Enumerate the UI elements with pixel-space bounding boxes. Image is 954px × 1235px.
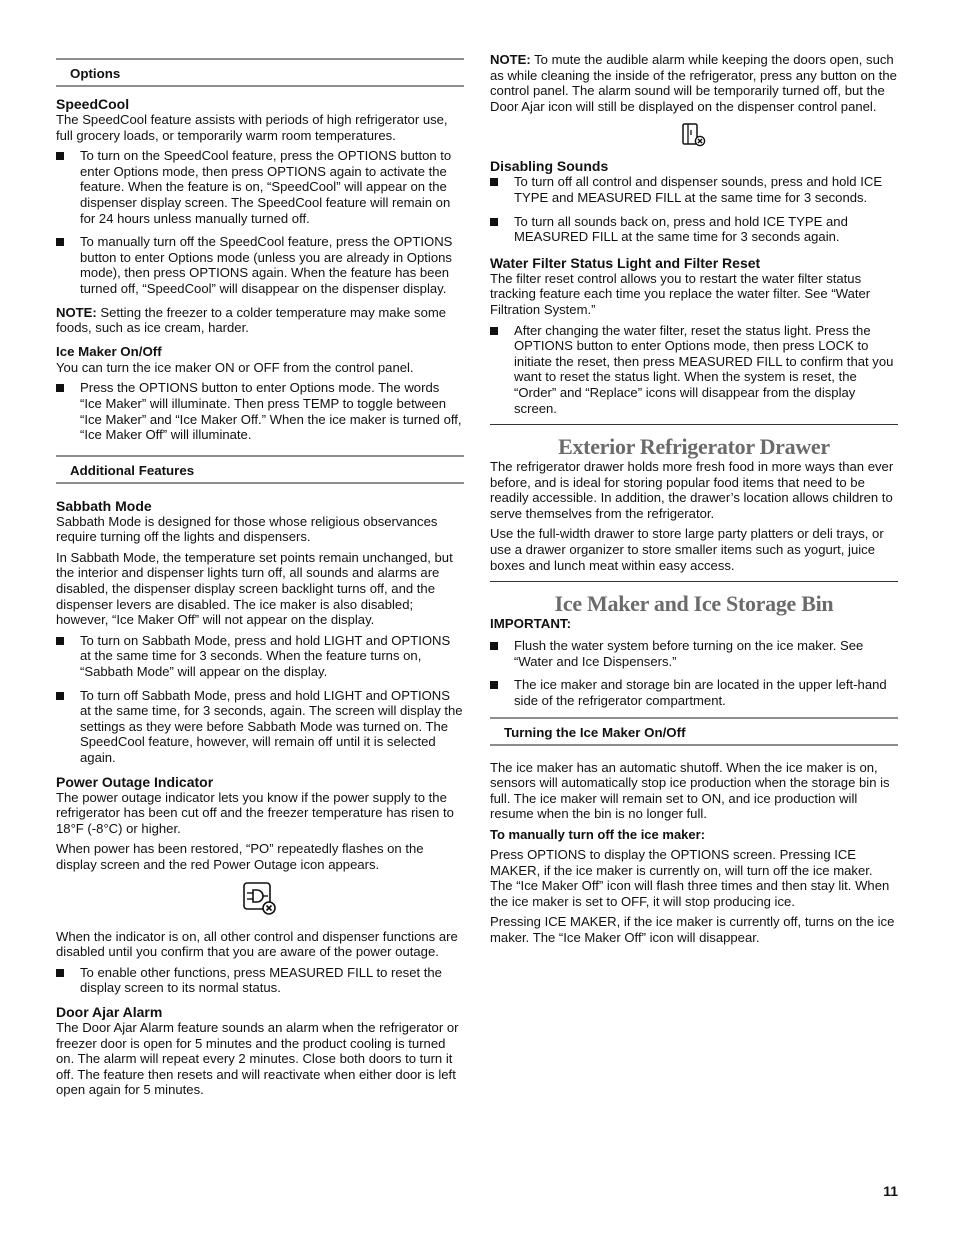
list-item: Press the OPTIONS button to enter Options mode. The words “Ice Maker” will illuminate. Then press TEMP to toggle between “Ice Maker” and “Ice Maker Off.” When the ice maker is turned off, “Ice Maker Off” will illuminate. (56, 380, 464, 442)
door-ajar-note (490, 52, 898, 114)
ice-maker-intro: You can turn the ice maker ON or OFF from the control panel. (56, 359, 414, 375)
list-item: After changing the water filter, reset the status light. Press the OPTIONS button to enter Options mode, then press LOCK to initiate the reset, then press MEASURED FILL to confirm that you want to reset the status light. When the system is reset, the “Order” and “Replace” icons will disappear from the display screen. (490, 323, 898, 417)
door-ajar-p1: The Door Ajar Alarm feature sounds an alarm when the refrigerator or freezer door is open for 5 minutes and the product cooling is turned on. The alarm will repeat every 2 minutes. Close both doors to turn it off. The feature then resets and will reactivate when either door is left open again for 5 minutes. (56, 1019, 459, 1098)
door-ajar-title: Door Ajar Alarm (56, 1003, 163, 1020)
door-ajar-icon (490, 122, 898, 148)
sabbath-list (56, 633, 464, 766)
speedcool-list (56, 148, 464, 296)
list-item: The ice maker and storage bin are located in the upper left-hand side of the refrigerator compartment. (490, 677, 898, 708)
power-outage-p2: When power has been restored, “PO” repeatedly flashes on the display screen and the red Power Outage icon appears. (56, 841, 424, 872)
note-text: To mute the audible alarm while keeping the doors open, such as while cleaning the inside of the refrigerator, press any button on the control panel. The alarm sound will be temporarily turned off, but the Door Ajar icon will still be displayed on the dispenser control panel. (490, 52, 897, 114)
power-outage-p1: The power outage indicator lets you know if the power supply to the refrigerator has been cut off and the freezer temperature has risen to 18°F (-8°C) or higher. (56, 789, 454, 836)
manual-off-heading: To manually turn off the ice maker: (490, 827, 706, 842)
important-label: IMPORTANT: (490, 616, 572, 632)
speedcool-intro: The SpeedCool feature assists with periods of high refrigerator use, full grocery loads, or temporarily warm room temperatures. (56, 112, 448, 143)
exterior-drawer-title: Exterior Refrigerator Drawer (558, 434, 830, 460)
list-item: To turn off Sabbath Mode, press and hold LIGHT and OPTIONS at the same time, for 3 seconds, again. The screen will display the settings as they were before Sabbath Mode was turned on. The SpeedCool feature, however, will remain off until it is selected again. (56, 688, 464, 766)
list-item: To turn on the SpeedCool feature, press the OPTIONS button to enter Options mode, then press OPTIONS again to activate the feature. When the feature is on, “SpeedCool” will appear on the dispenser display screen. The SpeedCool feature will remain on for 24 hours unless manually turned off. (56, 148, 464, 226)
list-item: To turn off all control and dispenser sounds, press and hold ICE TYPE and MEASURED FILL at the same time for 3 seconds. (490, 174, 898, 205)
list-item: To manually turn off the SpeedCool feature, press the OPTIONS button to enter Options mode (unless you are already in Options mode), then press OPTIONS again. When the feature has been turned off, “SpeedCool” will disappear on the dispenser display. (56, 234, 464, 296)
list-item: To turn all sounds back on, press and hold ICE TYPE and MEASURED FILL at the same time for 3 seconds again. (490, 214, 898, 245)
list-item: Flush the water system before turning on the ice maker. See “Water and Ice Dispensers.” (490, 638, 898, 669)
sabbath-title: Sabbath Mode (56, 497, 152, 514)
ice-bin-title: Ice Maker and Ice Storage Bin (554, 591, 834, 617)
list-item: To turn on Sabbath Mode, press and hold LIGHT and OPTIONS at the same time for 3 seconds. When the feature turns on, “Sabbath Mode” will appear on the display. (56, 633, 464, 680)
power-outage-list (56, 965, 464, 996)
note-label: NOTE: (56, 304, 97, 320)
list-item: To enable other functions, press MEASURED FILL to reset the display screen to its normal status. (56, 965, 464, 996)
left-column (56, 52, 464, 1103)
turning-p3: Pressing ICE MAKER, if the ice maker is currently off, turns on the ice maker. The “Ice Maker Off” icon will disappear. (490, 914, 895, 945)
power-outage-p3: When the indicator is on, all other control and dispenser functions are disabled until you confirm that you are aware of the power outage. (56, 928, 458, 960)
disabling-sounds-title: Disabling Sounds (490, 158, 609, 175)
turning-p1: The ice maker has an automatic shutoff. When the ice maker is on, sensors will automatically stop ice production when the storage bin is full. The ice maker will remain set to ON, and ice production will resume when the bin is no longer full. (490, 759, 890, 822)
section-divider (490, 581, 898, 582)
ice-maker-list (56, 380, 464, 442)
power-outage-title: Power Outage Indicator (56, 773, 214, 790)
speedcool-title: SpeedCool (56, 96, 130, 112)
water-filter-list (490, 323, 898, 417)
sabbath-p2: In Sabbath Mode, the temperature set points remain unchanged, but the interior and dispenser lights turn off, all sounds and alarms are disabled, the dispenser display screen backlight turns off, and the dispenser levers are disabled. The ice maker is also disabled; however, “Ice Maker Off” will not appear on the display. (56, 549, 453, 628)
ice-bin-list (490, 638, 898, 708)
speedcool-note (56, 305, 464, 336)
right-column (490, 52, 898, 951)
page-number: 11 (883, 1183, 898, 1199)
ice-maker-title: Ice Maker On/Off (56, 343, 162, 359)
section-divider (490, 424, 898, 425)
power-outage-icon (56, 881, 464, 917)
disabling-sounds-list (490, 174, 898, 244)
drawer-p1: The refrigerator drawer holds more fresh food in more ways than ever before, and is ideal for storing popular food items that need to be readily accessible. In addition, the drawer’s location allows children to serve themselves from the refrigerator. (490, 459, 894, 521)
drawer-p2: Use the full-width drawer to store large party platters or deli trays, or use a drawer organizer to store smaller items such as yogurt, juice boxes and lunch meat within easy access. (490, 526, 884, 573)
turning-p2: Press OPTIONS to display the OPTIONS screen. Pressing ICE MAKER, if the ice maker is currently on, will turn off the ice maker. The “Ice Maker Off” icon will flash three times and then stay lit. When the ice maker is set to OFF, it will stop producing ice. (490, 847, 890, 909)
turning-ice-maker-heading: Turning the Ice Maker On/Off (490, 717, 898, 746)
note-text: Setting the freezer to a colder temperature may make some foods, such as ice cream, harder. (56, 304, 447, 336)
water-filter-title: Water Filter Status Light and Filter Reset (490, 254, 761, 271)
options-heading: Options (56, 58, 464, 87)
sabbath-p1: Sabbath Mode is designed for those whose religious observances require turning off the lights and dispensers. (56, 513, 438, 545)
note-label: NOTE: (490, 52, 531, 67)
water-filter-p1: The filter reset control allows you to restart the water filter status tracking feature each time you replace the water filter. See “Water Filtration System.” (490, 270, 871, 317)
additional-features-heading: Additional Features (56, 455, 464, 484)
